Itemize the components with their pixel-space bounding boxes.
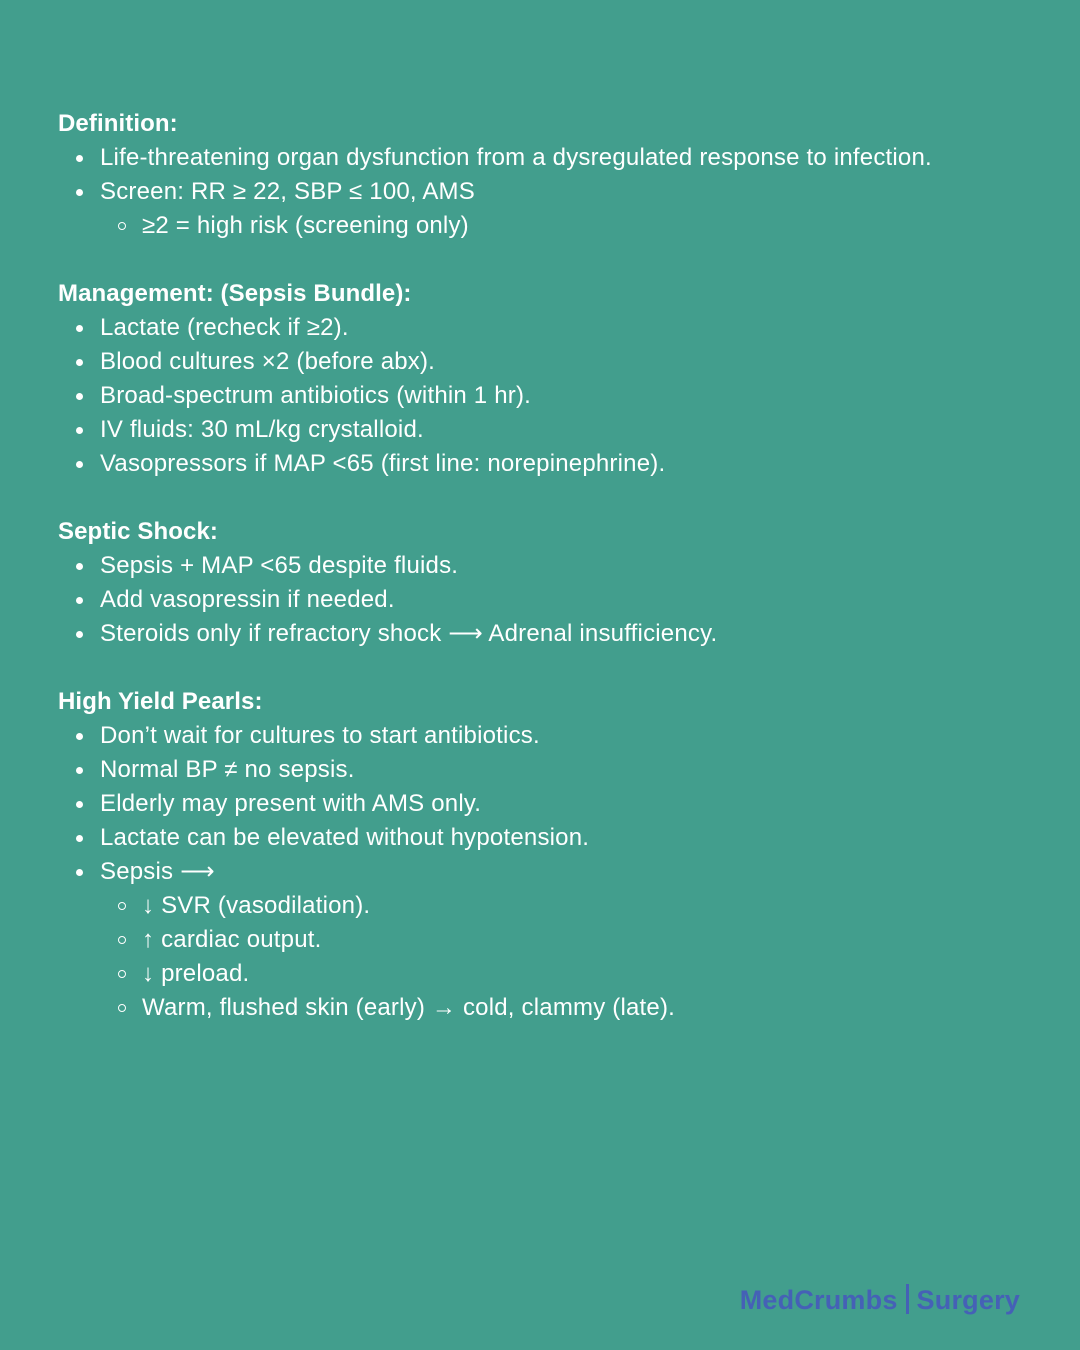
- item-text: Elderly may present with AMS only.: [100, 790, 482, 817]
- bullet-list: [58, 719, 1038, 1025]
- section-heading: Definition:: [58, 110, 178, 137]
- section-heading: High Yield Pearls:: [58, 688, 263, 715]
- list-item: [58, 345, 1038, 379]
- item-text: Sepsis + MAP <65 despite fluids.: [100, 552, 459, 579]
- bullet-list: [58, 549, 1038, 651]
- item-text: Sepsis ⟶: [100, 858, 215, 885]
- item-text: Broad-spectrum antibiotics (within 1 hr).: [100, 382, 532, 409]
- item-text: Life-threatening organ dysfunction from a dysregulated response to infection.: [100, 144, 932, 171]
- sub-list-item: ↓ SVR (vasodilation).: [100, 889, 1038, 923]
- bullet-list: [58, 141, 1038, 243]
- sub-list-item: ↓ preload.: [100, 957, 1038, 991]
- brand-divider: [906, 1284, 909, 1314]
- list-item: [58, 821, 1038, 855]
- sub-list-item: Warm, flushed skin (early) → cold, clammy (late).: [100, 991, 1038, 1025]
- list-item: [58, 141, 1038, 175]
- brand-footer: [740, 1282, 1020, 1318]
- list-item: [58, 379, 1038, 413]
- list-item: [58, 787, 1038, 821]
- brand-name: MedCrumbs: [739, 1285, 898, 1315]
- sub-bullet-list: [100, 889, 1038, 1025]
- list-item: [58, 413, 1038, 447]
- list-item: [58, 311, 1038, 345]
- list-item: [58, 175, 1038, 243]
- sub-list-item: ↑ cardiac output.: [100, 923, 1038, 957]
- item-text: Vasopressors if MAP <65 (first line: norepinephrine).: [100, 450, 666, 477]
- brand-category: Surgery: [916, 1285, 1020, 1315]
- bullet-list: [58, 311, 1038, 481]
- notes-content: [58, 107, 1038, 1059]
- list-item: [58, 549, 1038, 583]
- item-text: Normal BP ≠ no sepsis.: [100, 756, 355, 783]
- item-text: Screen: RR ≥ 22, SBP ≤ 100, AMS: [100, 178, 475, 205]
- sub-list-item: ≥2 = high risk (screening only): [100, 209, 1038, 243]
- list-item: [58, 447, 1038, 481]
- list-item: [58, 583, 1038, 617]
- section-heading: Management: (Sepsis Bundle):: [58, 280, 412, 307]
- section-heading: Septic Shock:: [58, 518, 219, 545]
- section-septic-shock: [58, 515, 1038, 651]
- item-text: Blood cultures ×2 (before abx).: [100, 348, 436, 375]
- list-item: [58, 719, 1038, 753]
- list-item: [58, 753, 1038, 787]
- item-text: Add vasopressin if needed.: [100, 586, 395, 613]
- item-text: Lactate (recheck if ≥2).: [100, 314, 349, 341]
- section-management: [58, 277, 1038, 481]
- item-text: Steroids only if refractory shock ⟶ Adrenal insufficiency.: [100, 620, 718, 647]
- item-text: IV fluids: 30 mL/kg crystalloid.: [100, 416, 424, 443]
- item-text: Lactate can be elevated without hypotension.: [100, 824, 590, 851]
- list-item: [58, 855, 1038, 1025]
- item-text: Don’t wait for cultures to start antibiotics.: [100, 722, 540, 749]
- list-item: [58, 617, 1038, 651]
- section-definition: [58, 107, 1038, 243]
- sub-bullet-list: [100, 209, 1038, 243]
- section-high-yield-pearls: [58, 685, 1038, 1025]
